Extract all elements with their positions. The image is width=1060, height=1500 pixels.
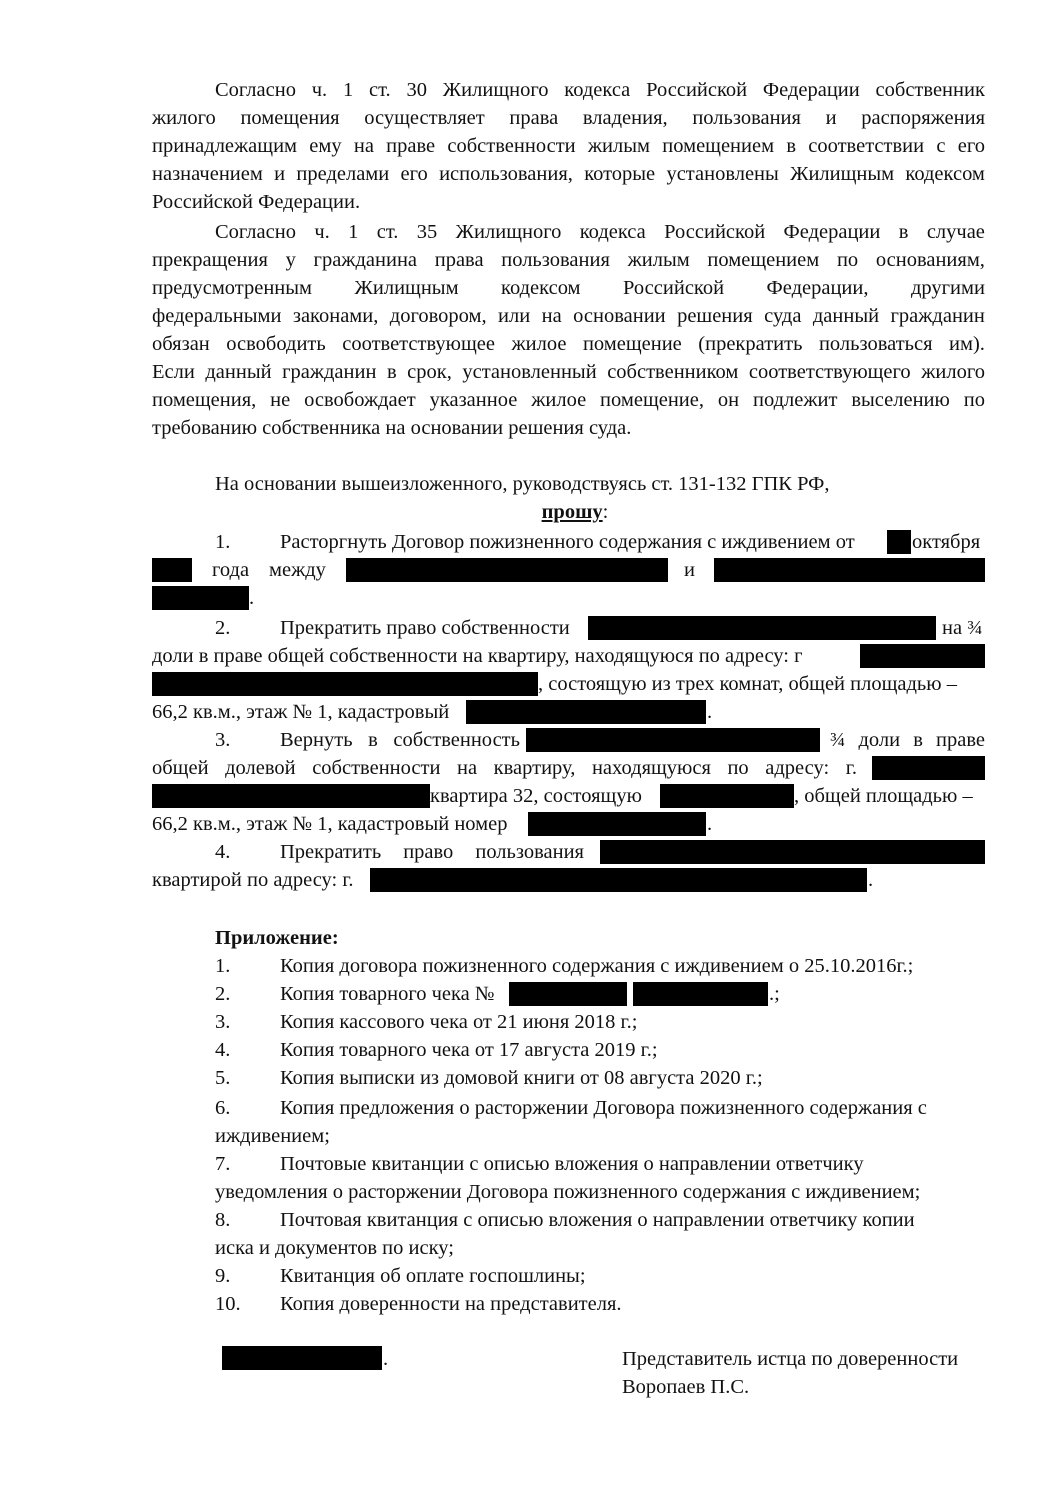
item2-period: . <box>707 701 713 723</box>
item1-num: 1. <box>215 531 231 553</box>
appendix-num-4: 4. <box>215 1039 231 1061</box>
word: соответствии <box>808 135 925 157</box>
word: Жилищным <box>790 163 895 185</box>
item4-line2 <box>152 866 985 894</box>
appendix-item-6 <box>152 1094 985 1122</box>
item1-between: между <box>269 559 326 581</box>
para2-line7 <box>152 386 985 414</box>
para2-line3 <box>152 274 985 302</box>
redacted-address <box>152 672 538 696</box>
redacted-day <box>887 530 911 554</box>
word: праве <box>386 135 436 157</box>
word: Федерации, <box>766 277 869 299</box>
word: квартиру, <box>493 757 576 779</box>
word: помещения, <box>152 389 257 411</box>
word: прекращения <box>152 249 268 271</box>
word: использования, <box>439 163 573 185</box>
para2-line4 <box>152 302 985 330</box>
request-word: прошу <box>541 501 603 523</box>
word: срок, <box>407 361 452 383</box>
word: пользования <box>692 107 801 129</box>
appendix-item-8 <box>152 1206 985 1234</box>
appendix-num-10: 10. <box>215 1293 241 1315</box>
word: 35 <box>416 221 438 243</box>
appendix-num-6: 6. <box>215 1097 231 1119</box>
word: Прекратить <box>280 841 382 863</box>
word: в <box>368 729 378 751</box>
appendix-text-3: Копия кассового чека от 21 июня 2018 г.; <box>280 1011 638 1033</box>
item2-area: 66,2 кв.м., этаж № 1, кадастровый <box>152 701 450 723</box>
redacted-recipient <box>526 728 820 752</box>
word: пользования <box>501 249 610 271</box>
item3-area: 66,2 кв.м., этаж № 1, кадастровый номер <box>152 813 508 835</box>
word: ст. <box>376 221 399 243</box>
word: ему <box>309 135 342 157</box>
redacted-address-3 <box>370 868 867 892</box>
word: права <box>434 249 484 271</box>
word: осуществляет <box>364 107 485 129</box>
para2-line6 <box>152 358 985 386</box>
appendix-item-7-cont: уведомления о расторжении Договора пожизненного содержания с иждивением; <box>215 1181 921 1203</box>
appendix-num-2: 2. <box>215 983 231 1005</box>
word: его <box>957 135 985 157</box>
item4-address-label: квартирой по адресу: г. <box>152 869 354 891</box>
para1-line2 <box>152 104 985 132</box>
word: обязан <box>152 333 210 355</box>
item1-line2 <box>152 556 985 584</box>
redacted-city <box>860 644 985 668</box>
para1-line3 <box>152 132 985 160</box>
word: право <box>403 841 454 863</box>
redacted-year <box>152 558 192 582</box>
word: Федерации <box>762 79 860 101</box>
word: собственности <box>447 135 576 157</box>
word: указанное <box>429 389 518 411</box>
para1-line1 <box>215 76 985 104</box>
word: им). <box>949 333 985 355</box>
word: или <box>498 305 531 327</box>
word: не <box>270 389 291 411</box>
word: жилое <box>511 333 567 355</box>
word: 1 <box>342 79 354 101</box>
word: помещением <box>662 135 775 157</box>
word: пользоваться <box>818 333 933 355</box>
word: и <box>274 163 286 185</box>
word: находящуюся <box>591 757 711 779</box>
word: жилым <box>587 135 651 157</box>
request-heading <box>0 498 1060 526</box>
redacted-receipt-no <box>509 982 627 1006</box>
item1-and: и <box>684 559 695 581</box>
para1-line5: Российской Федерации. <box>152 191 361 213</box>
word: Вернуть <box>280 729 353 751</box>
redacted-party2 <box>714 558 985 582</box>
word: ст. <box>369 79 391 101</box>
word: Жилищного <box>455 221 562 243</box>
appendix-text-8: Почтовая квитанция с описью вложения о направлении ответчику копии <box>280 1209 915 1231</box>
word: подлежит <box>752 389 838 411</box>
para2-line8: требованию собственника на основании решения суда. <box>152 417 632 439</box>
word: долевой <box>225 757 296 779</box>
word: Если <box>152 361 195 383</box>
redacted-signature-date <box>222 1346 382 1370</box>
para2-line1 <box>215 218 985 246</box>
word: его <box>400 163 428 185</box>
redacted-owner <box>588 616 936 640</box>
appendix-item-6-cont: иждивением; <box>215 1125 330 1147</box>
appendix-item-4 <box>152 1036 985 1064</box>
word: в <box>913 729 923 751</box>
word: основании <box>573 305 666 327</box>
word: в <box>386 361 397 383</box>
word: решения <box>677 305 753 327</box>
appendix-text-2: Копия товарного чека № <box>280 983 495 1005</box>
word: помещение, <box>600 389 704 411</box>
item3-period: . <box>707 813 713 835</box>
item2-line2 <box>152 642 985 670</box>
word: федеральными <box>152 305 282 327</box>
word: пользования <box>475 841 584 863</box>
word: кодекса <box>579 221 646 243</box>
item3-line4 <box>152 810 985 838</box>
word: собственник <box>875 79 985 101</box>
item3-apartment: квартира 32, состоящую <box>430 785 642 807</box>
redacted-cadastral <box>466 700 706 724</box>
word: ¾ <box>830 729 846 751</box>
appendix-item-5 <box>152 1064 985 1092</box>
item3-line1 <box>152 726 985 754</box>
item1-line3 <box>152 584 985 612</box>
basis-line: На основании вышеизложенного, руководствуясь ст. 131-132 ГПК РФ, <box>215 473 830 495</box>
word: помещение <box>582 333 682 355</box>
word: помещения <box>240 107 340 129</box>
redacted-party2-cont <box>152 586 249 610</box>
word: освободить <box>226 333 326 355</box>
item2-text: Прекратить право собственности <box>280 617 570 639</box>
appendix-text-9: Квитанция об оплате госпошлины; <box>280 1265 586 1287</box>
word: принадлежащим <box>152 135 298 157</box>
item3-line3 <box>152 782 985 810</box>
word: другими <box>910 277 985 299</box>
word: жилого <box>921 361 985 383</box>
word: права <box>509 107 559 129</box>
item4-lead <box>280 838 584 866</box>
word: ч. <box>311 79 328 101</box>
item3-area-label: , общей площадью – <box>794 785 973 807</box>
word: соответствующего <box>748 361 911 383</box>
para1-line4 <box>152 160 985 188</box>
appendix-title: Приложение: <box>215 927 339 949</box>
appendix-text-5: Копия выписки из домовой книги от 08 августа 2020 г.; <box>280 1067 763 1089</box>
word: в <box>786 135 797 157</box>
word: суда <box>764 305 802 327</box>
word: пределами <box>296 163 390 185</box>
item3-lead <box>280 726 520 754</box>
appendix-text-1: Копия договора пожизненного содержания с иждивением о 25.10.2016г.; <box>280 955 914 977</box>
word: собственность <box>393 729 520 751</box>
item3-address-label <box>152 754 857 782</box>
word: выселению <box>851 389 950 411</box>
signature-name: Воропаев П.С. <box>622 1376 750 1398</box>
item4-num: 4. <box>215 841 231 863</box>
word: Федерации <box>783 221 881 243</box>
appendix-text-4: Копия товарного чека от 17 августа 2019 г.; <box>280 1039 658 1061</box>
appendix-text-6: Копия предложения о расторжении Договора пожизненного содержания с <box>280 1097 927 1119</box>
word: общей <box>152 757 209 779</box>
item2-address-label: доли в праве общей собственности на квартиру, находящуюся по адресу: г <box>152 645 803 667</box>
word: собственником <box>607 361 739 383</box>
word: по <box>963 389 985 411</box>
redacted-tenant <box>600 840 985 864</box>
item1-month: октября <box>912 531 981 553</box>
appendix-item-7 <box>152 1150 985 1178</box>
item4-line1 <box>152 838 985 866</box>
word: гражданин <box>282 361 377 383</box>
signature-period: . <box>383 1348 389 1370</box>
word: адресу: <box>765 757 830 779</box>
item2-line1 <box>152 614 985 642</box>
para2-line2 <box>152 246 985 274</box>
word: жилого <box>152 107 216 129</box>
redacted-address-2 <box>152 784 430 808</box>
word: основаниям, <box>875 249 985 271</box>
word: соответствующее <box>342 333 495 355</box>
word: освобождает <box>304 389 416 411</box>
item1-text: Расторгнуть Договор пожизненного содержания с иждивением от <box>280 531 855 553</box>
item1-line1 <box>152 528 985 556</box>
word: договором, <box>389 305 487 327</box>
word: Российской <box>664 221 766 243</box>
word: Согласно <box>215 79 296 101</box>
appendix-item-2 <box>152 980 985 1008</box>
para2-line5 <box>152 330 985 358</box>
item3-line2 <box>152 754 985 782</box>
word: по <box>836 249 859 271</box>
word: предусмотренным <box>152 277 313 299</box>
item2-num: 2. <box>215 617 231 639</box>
signature-role: Представитель истца по доверенности <box>622 1348 959 1370</box>
item2-line3 <box>152 670 985 698</box>
word: праве <box>936 729 985 751</box>
item1-god: года <box>212 559 250 581</box>
redacted-rooms <box>660 784 794 808</box>
word: собственности <box>312 757 441 779</box>
redacted-party1 <box>346 558 668 582</box>
redacted-city-2 <box>872 756 985 780</box>
item4-period: . <box>868 869 874 891</box>
word: у <box>285 249 296 271</box>
word: Российской <box>623 277 725 299</box>
word: Российской <box>646 79 748 101</box>
word: г. <box>845 757 857 779</box>
appendix-num-1: 1. <box>215 955 231 977</box>
appendix-num-9: 9. <box>215 1265 231 1287</box>
word: с <box>936 135 946 157</box>
word: назначением <box>152 163 263 185</box>
word: на <box>353 135 374 157</box>
word: установленный <box>462 361 597 383</box>
appendix-num-5: 5. <box>215 1067 231 1089</box>
word: он <box>717 389 740 411</box>
word: ч. <box>314 221 330 243</box>
word: случае <box>926 221 985 243</box>
word: гражданин <box>890 305 985 327</box>
word: на <box>457 757 478 779</box>
word: данный <box>205 361 272 383</box>
word: данный <box>812 305 880 327</box>
word: кодекса <box>564 79 631 101</box>
item2-line4 <box>152 698 985 726</box>
word: 1 <box>348 221 359 243</box>
word: гражданина <box>313 249 418 271</box>
appendix-item-1 <box>152 952 985 980</box>
item2-share: на ¾ <box>942 617 983 639</box>
appendix-num-7: 7. <box>215 1153 231 1175</box>
item3-tail <box>830 726 985 754</box>
word: на <box>541 305 562 327</box>
word: кодексом <box>501 277 581 299</box>
appendix-num-8: 8. <box>215 1209 231 1231</box>
appendix-end-2: .; <box>769 983 780 1005</box>
appendix-item-9 <box>152 1262 985 1290</box>
word: Согласно <box>215 221 296 243</box>
word: распоряжения <box>861 107 985 129</box>
appendix-item-8-cont: иска и документов по иску; <box>215 1237 454 1259</box>
word: Жилищного <box>442 79 549 101</box>
redacted-cadastral-2 <box>528 812 706 836</box>
word: кодексом <box>905 163 985 185</box>
word: помещением <box>707 249 820 271</box>
appendix-item-10 <box>152 1290 985 1318</box>
word: 30 <box>406 79 427 101</box>
word: жилым <box>627 249 690 271</box>
item3-num: 3. <box>215 729 231 751</box>
word: в <box>898 221 909 243</box>
appendix-text-7: Почтовые квитанции с описью вложения о направлении ответчику <box>280 1153 864 1175</box>
word: владения, <box>582 107 668 129</box>
appendix-text-10: Копия доверенности на представителя. <box>280 1293 622 1315</box>
word: доли <box>858 729 901 751</box>
item1-period: . <box>249 587 255 609</box>
word: которые <box>584 163 656 185</box>
appendix-num-3: 3. <box>215 1011 231 1033</box>
request-colon: : <box>602 501 609 523</box>
word: установлены <box>666 163 779 185</box>
word: Жилищным <box>354 277 459 299</box>
appendix-item-3 <box>152 1008 985 1036</box>
item2-rooms: , состоящую из трех комнат, общей площадью – <box>538 673 957 695</box>
word: законами, <box>292 305 379 327</box>
redacted-receipt-date <box>633 982 768 1006</box>
word: жилое <box>531 389 587 411</box>
word: по <box>727 757 749 779</box>
word: (прекратить <box>698 333 803 355</box>
word: и <box>825 107 837 129</box>
